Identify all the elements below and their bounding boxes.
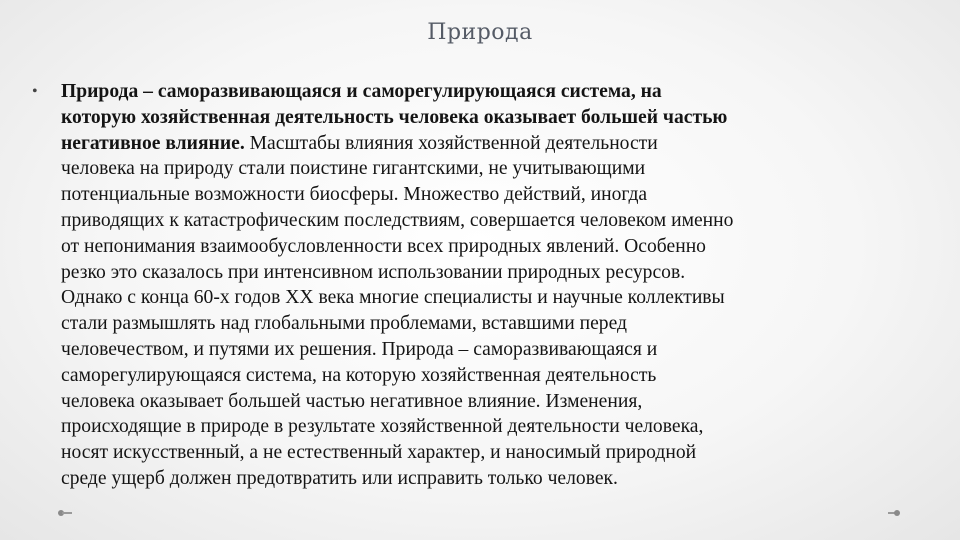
- text-line: [61, 105, 912, 131]
- normal-text: резко это сказалось при интенсивном использовании природных ресурсов.: [61, 261, 686, 283]
- normal-text: Однако с конца 60-х годов XX века многие специалисты и научные коллективы: [61, 287, 725, 309]
- slide-body: [32, 79, 912, 492]
- bold-text: Природа – саморазвивающаяся и саморегулирующаяся система, на: [61, 81, 662, 102]
- pin-bar: [62, 512, 72, 514]
- normal-text: человечеством, и путями их решения. Природа – саморазвивающаяся и: [61, 338, 658, 360]
- normal-text: потенциальные возможности биосферы. Множество действий, иногда: [61, 184, 648, 206]
- decorative-pin-left-icon: [58, 508, 72, 518]
- text-line: [61, 156, 912, 182]
- text-line: [61, 79, 912, 105]
- bold-text: которую хозяйственная деятельность человека оказывает большей частью: [61, 106, 728, 128]
- normal-text: человека на природу стали поистине гигантскими, не учитывающими: [61, 158, 646, 180]
- normal-text: Масштабы влияния хозяйственной деятельности: [244, 132, 658, 154]
- bullet-icon: •: [32, 83, 38, 100]
- text-line: [61, 260, 912, 286]
- normal-text: происходящие в природе в результате хозяйственной деятельности человека,: [61, 416, 704, 438]
- text-line: [61, 466, 912, 492]
- normal-text: среде ущерб должен предотвратить или исправить только человек.: [61, 467, 618, 489]
- slide-title: Природа: [427, 20, 533, 45]
- normal-text: человека оказывает большей частью негативное влияние. Изменения,: [61, 390, 643, 412]
- text-line: [61, 363, 912, 389]
- text-line: [61, 440, 912, 466]
- normal-text: саморегулирующаяся система, на которую хозяйственная деятельность: [61, 364, 657, 386]
- decorative-pin-right-icon: [888, 508, 902, 518]
- text-line: [61, 285, 912, 311]
- text-line: [61, 131, 912, 157]
- text-line: [61, 208, 912, 234]
- text-line: [61, 311, 912, 337]
- text-line: [61, 182, 912, 208]
- normal-text: стали размышлять над глобальными проблемами, вставшими перед: [61, 313, 627, 335]
- text-line: [61, 234, 912, 260]
- text-line: [61, 389, 912, 415]
- normal-text: приводящих к катастрофическим последствиям, совершается человеком именно: [61, 209, 734, 231]
- normal-text: носят искусственный, а не естественный характер, и наносимый природной: [61, 442, 697, 464]
- text-line: [61, 337, 912, 363]
- paragraph: [61, 79, 912, 492]
- pin-dot: [894, 510, 900, 516]
- bullet-item: [32, 79, 912, 492]
- bold-text: негативное влияние.: [61, 132, 245, 154]
- text-line: [61, 414, 912, 440]
- normal-text: от непонимания взаимообусловленности всех природных явлений. Особенно: [61, 235, 706, 257]
